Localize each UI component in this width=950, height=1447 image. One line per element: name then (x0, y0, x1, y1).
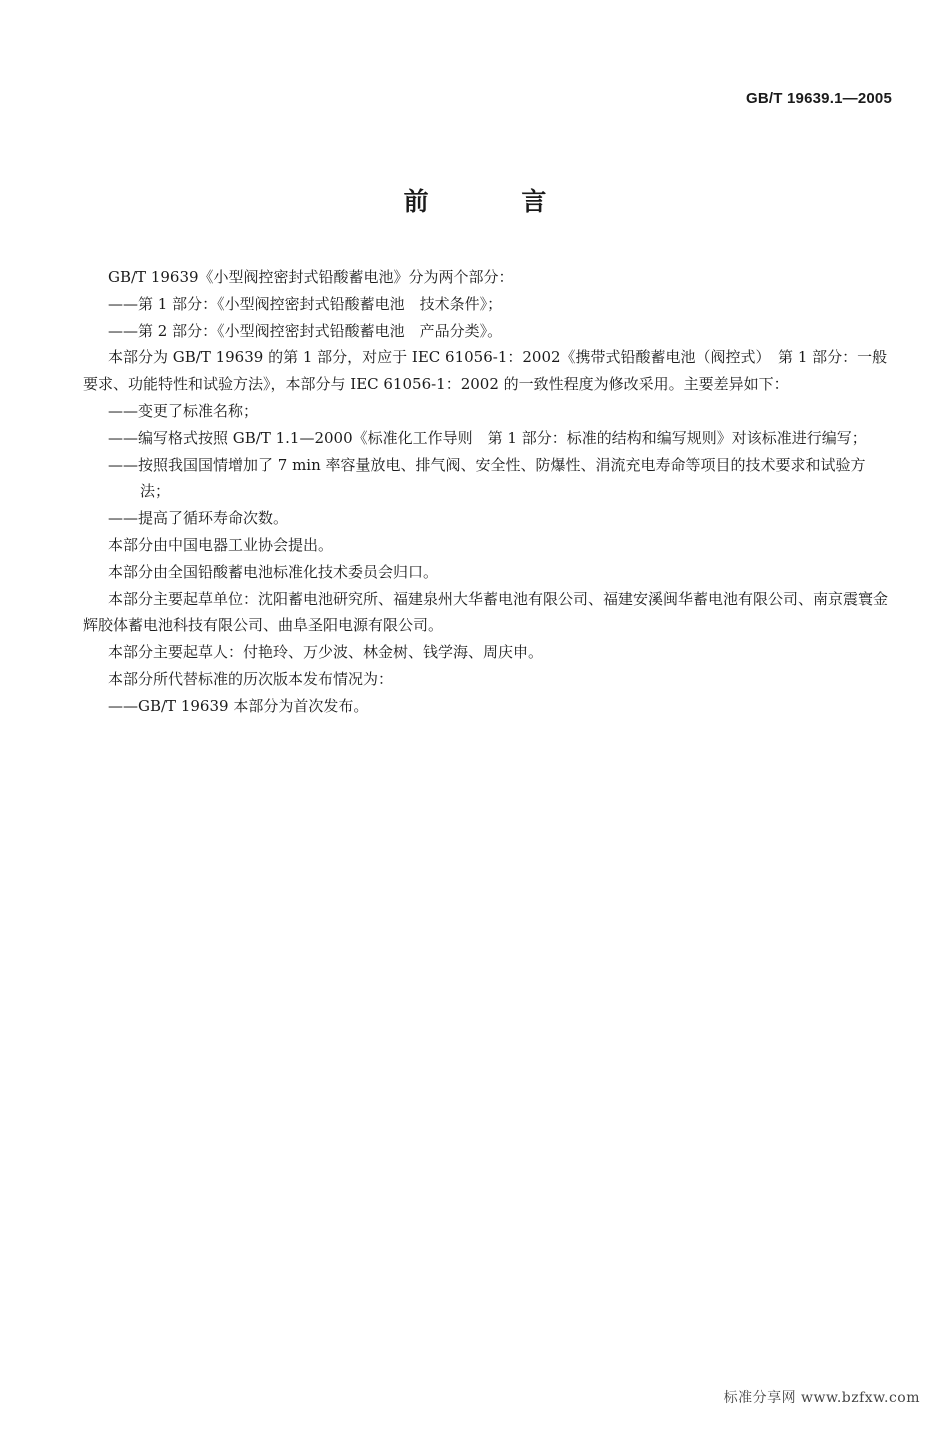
watermark-text: 标准分享网 www.bzfxw.com (723, 1390, 920, 1406)
list-item: ——GB/T 19639 本部分为首次发布。 (108, 696, 369, 715)
list-item: ——编写格式按照 GB/T 1.1—2000《标准化工作导则 第 1 部分：标准的结构和编写规则》对该标准进行编写； (108, 428, 867, 447)
foreword-body (83, 264, 890, 720)
list-item: ——变更了标准名称； (108, 401, 259, 420)
list-item: ——第 1 部分：《小型阀控密封式铅酸蓄电池 技术条件》； (108, 294, 503, 313)
paragraph: 本部分所代替标准的历次版本发布情况为： (108, 669, 394, 688)
paragraph: 本部分由中国电器工业协会提出。 (108, 535, 334, 554)
paragraph: 本部分为 GB/T 19639 的第 1 部分，对应于 IEC 61056-1：2002《携带式铅酸蓄电池（阀控式） 第 1 部分：一般要求、功能特性和试验方法》，本部分与 IEC 61056-1：2002 的一致性程度为修改采用。主要差异如下： (83, 348, 888, 394)
list-item: ——第 2 部分：《小型阀控密封式铅酸蓄电池 产品分类》。 (108, 321, 503, 340)
standard-number: GB/T 19639.1—2005 (746, 90, 892, 107)
list-item: ——按照我国国情增加了 7 min 率容量放电、排气阀、安全性、防爆性、涓流充电寿命等项目的技术要求和试验方法； (108, 455, 866, 501)
page-title: 前 言 (403, 187, 589, 216)
paragraph: GB/T 19639《小型阀控密封式铅酸蓄电池》分为两个部分： (108, 268, 514, 286)
paragraph: 本部分主要起草人：付艳玲、万少波、林金树、钱学海、周庆申。 (108, 643, 544, 662)
paragraph: 本部分由全国铅酸蓄电池标准化技术委员会归口。 (108, 562, 439, 581)
list-item: ——提高了循环寿命次数。 (108, 509, 289, 528)
paragraph: 本部分主要起草单位：沈阳蓄电池研究所、福建泉州大华蓄电池有限公司、福建安溪闽华蓄电池有限公司、南京震寰金辉胶体蓄电池科技有限公司、曲阜圣阳电源有限公司。 (83, 589, 889, 635)
